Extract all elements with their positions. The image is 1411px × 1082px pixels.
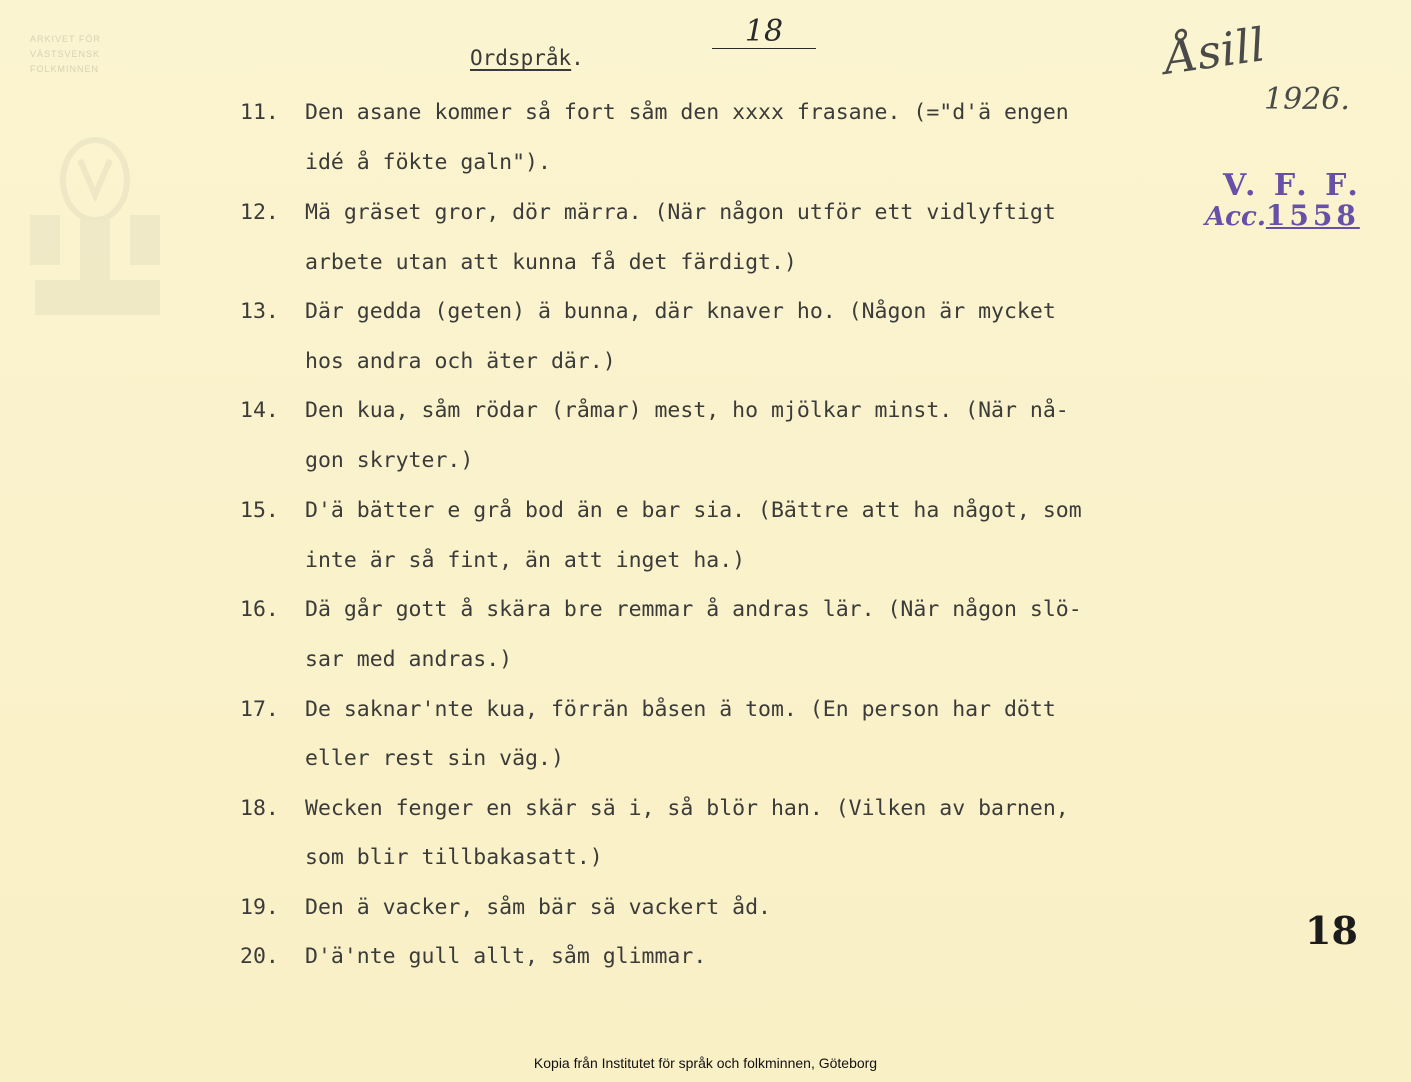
- document-page: ARKIVET FÖR VÄSTSVENSK FOLKMINNEN 18 Ordspråk. Åsill 1926. V. F. F. Acc.1558 11. Den asane kommer så fort såm den xxxx frasane. (="d'ä engen idé å fökte galn"). 12. Mä gräset gror, dör märra. (När någon utför ett vidlyftigt arbete utan att kunna få det färdigt.) 13. Där gedda (geten) ä bunna, där knaver ho. (Någon är mycket hos andra och äter där.) 14. Den kua, såm rödar (råmar) mest, ho mjölkar minst. (När nå- gon skryter.) 15. D'ä bätter e grå bod än e bar sia. (Bättre att ha något, som inte är så fint, än att inget ha.) 16. Dä går gott å skära bre remmar å andras lär. (När någon slö- sar med andras.) 17. De saknar'nte kua, förrän båsen ä tom. (En person har dött eller rest sin väg.) 18. Wecken fenger en skär sä i, så blör han. (Vilken av barnen, som blir tillbakasatt.) 19. Den ä vacker, såm bär sä vackert åd. 20. D'ä'nte gull allt, såm glimmar. 18 Kopia från Institutet för språk och folkminnen, Göteborg: [0, 0, 1411, 1082]
- footer-credit: Kopia från Institutet för språk och folkminnen, Göteborg: [533, 1055, 878, 1071]
- archive-stamp: V. F. F. Acc.1558: [1205, 168, 1362, 232]
- watermark-text: ARKIVET FÖR VÄSTSVENSK FOLKMINNEN: [30, 34, 101, 74]
- stamped-page-number: 18: [1305, 908, 1358, 953]
- page-title: Ordspråk.: [470, 46, 584, 70]
- handwritten-place-name: Åsill: [1160, 17, 1269, 85]
- handwritten-year: 1926.: [1264, 82, 1350, 117]
- handwritten-page-number: 18: [712, 16, 816, 49]
